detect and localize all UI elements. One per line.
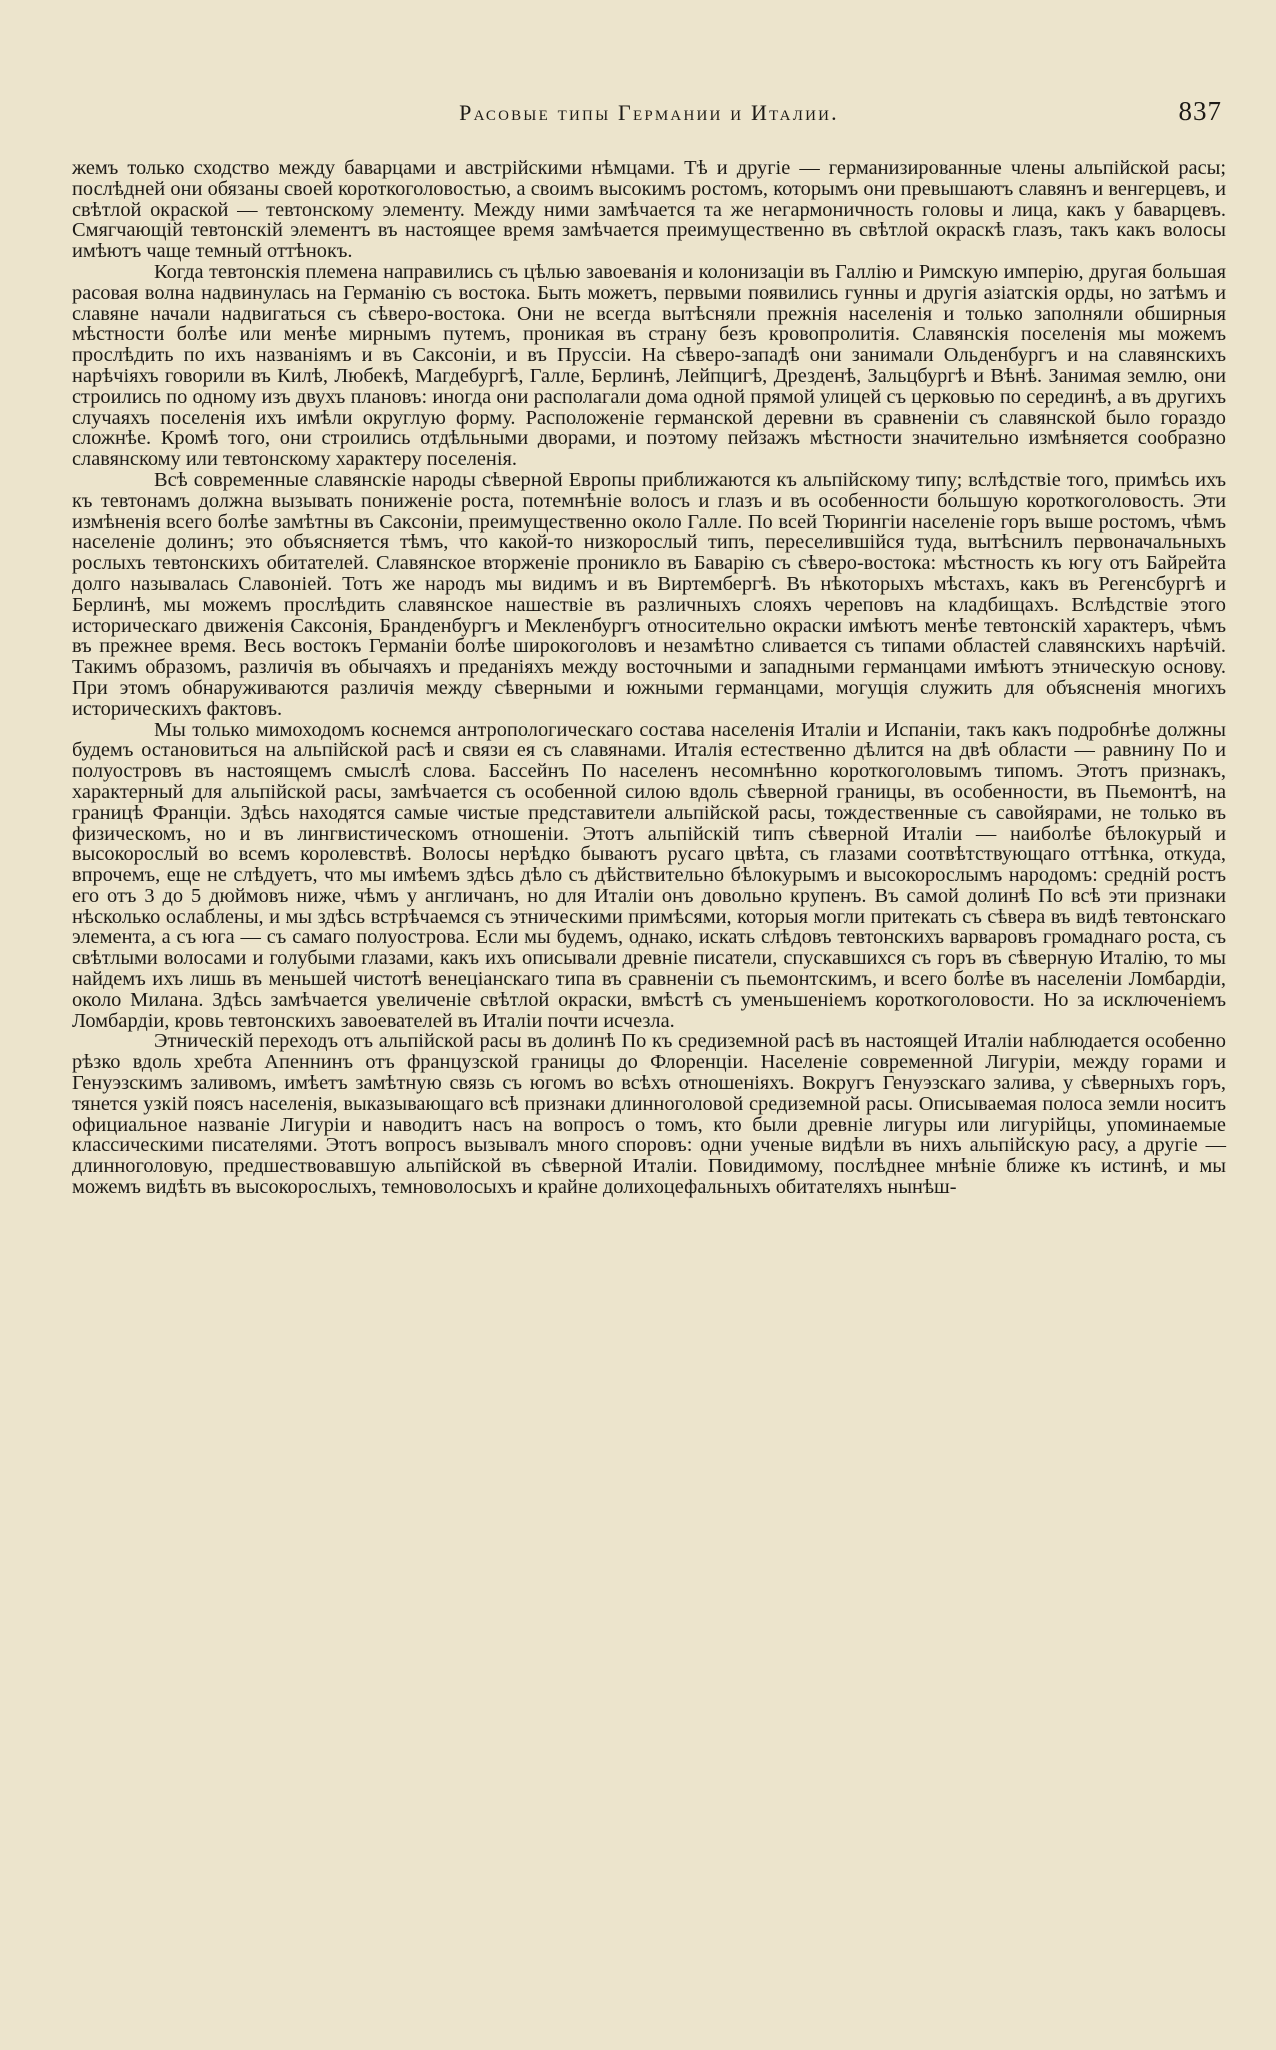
running-title: Расовые типы Германии и Италии. bbox=[459, 100, 839, 125]
paragraph: Мы только мимоходомъ коснемся антропологическаго состава населенія Италіи и Испаніи, такъ какъ подробнѣе должны будемъ остановиться на альпійской расѣ и связи ея съ славянами. Италія естественно дѣлится на двѣ области — равнину По и полуостровъ въ настоящемъ смыслѣ слова. Бассейнъ По населенъ несомнѣнно короткоголовымъ типомъ. Этотъ признакъ, характерный для альпійской расы, замѣчается съ особенной силою вдоль сѣверной границы, въ особенности, въ Пьемонтѣ, на границѣ Франціи. Здѣсь находятся самые чистые представители альпійской расы, тождественные съ савойярами, не только въ физическомъ, но и въ лингвистическомъ отношеніи. Этотъ альпійскій типъ сѣверной Италіи — наиболѣе бѣлокурый и высокорослый во всемъ королевствѣ. Волосы нерѣдко бываютъ русаго цвѣта, съ глазами соотвѣтствующаго оттѣнка, откуда, впрочемъ, еще не слѣдуетъ, что мы имѣемъ здѣсь дѣло съ дѣйствительно бѣлокурымъ и высокорослымъ народомъ: средній ростъ его отъ 3 до 5 дюймовъ ниже, чѣмъ у англичанъ, но для Италіи онъ довольно крупенъ. Въ самой долинѣ По всѣ эти признаки нѣсколько ослаблены, и мы здѣсь встрѣчаемся съ этническими примѣсями, которыя могли притекать съ сѣвера въ видѣ тевтонскаго элемента, а съ юга — съ самаго полуострова. Если мы будемъ, однако, искать слѣдовъ тевтонскихъ варваровъ громаднаго роста, съ свѣтлыми волосами и голубыми глазами, какъ ихъ описывали древніе писатели, спускавшихся съ горъ въ сѣверную Италію, то мы найдемъ ихъ лишь въ меньшей чистотѣ венеціанскаго типа въ сравненіи съ пьемонтскимъ, и всего болѣе въ населеніи Ломбардіи, около Милана. Здѣсь замѣчается увеличеніе свѣтлой окраски, вмѣстѣ съ уменьшеніемъ короткоголовости. Но за исключеніемъ Ломбардіи, кровь тевтонскихъ завоевателей въ Италіи почти исчезла. bbox=[72, 718, 1226, 1032]
paragraph-continued: жемъ только сходство между баварцами и австрійскими нѣмцами. Тѣ и другіе — германизированные члены альпійской расы; послѣдней они обязаны своей короткоголовостью, а своимъ высокимъ ростомъ, которымъ они превышаютъ славянъ и венгерцевъ, и свѣтлой окраской — тевтонскому элементу. Между ними замѣчается та же негармоничность головы и лица, какъ у баварцевъ. Смягчающій тевтонскій элементъ въ настоящее время замѣчается преимущественно въ свѣтлой окраскѣ глазъ, такъ какъ волосы имѣютъ чаще темный оттѣнокъ. bbox=[72, 157, 1226, 263]
paragraph: Когда тевтонскія племена направились съ цѣлью завоеванія и колонизаціи въ Галлію и Римскую имперію, другая большая расовая волна надвинулась на Германію съ востока. Быть можетъ, первыми появились гунны и другія азіатскія орды, но затѣмъ и славяне начали надвигаться съ сѣверо-востока. Они не всегда вытѣсняли прежнія населенія и только заполняли обширныя мѣстности болѣе или менѣе мирнымъ путемъ, проникая въ страну безъ кровопролитія. Славянскія поселенія мы можемъ прослѣдить по ихъ названіямъ и въ Саксоніи, и въ Пруссіи. На сѣверо-западѣ они занимали Ольденбургъ и на славянскихъ нарѣчіяхъ говорили въ Килѣ, Любекѣ, Магдебургѣ, Галле, Берлинѣ, Лейпцигѣ, Дрезденѣ, Зальцбургѣ и Вѣнѣ. Занимая землю, они строились по одному изъ двухъ плановъ: иногда они располагали дома одной прямой улицей съ церковью по серединѣ, а въ другихъ случаяхъ поселенія ихъ имѣли округлую форму. Расположеніе германской деревни въ сравненіи съ славянской было гораздо сложнѣе. Кромѣ того, они строились отдѣльными дворами, и поэтому пейзажъ мѣстности значительно измѣняется сообразно славянскому или тевтонскому характеру поселенія. bbox=[72, 260, 1226, 471]
paragraph: Всѣ современные славянскіе народы сѣверной Европы приближаются къ альпійскому типу; вслѣдствіе того, примѣсь ихъ къ тевтонамъ должна вызывать пониженіе роста, потемнѣніе волосъ и глазъ и въ особенности бо́льшую короткоголовость. Эти измѣненія всего болѣе замѣтны въ Саксоніи, преимущественно около Галле. По всей Тюрингіи населеніе горъ выше ростомъ, чѣмъ населеніе долинъ; это объясняется тѣмъ, что какой-то низкорослый типъ, переселившійся туда, вытѣснилъ первоначальныхъ рослыхъ тевтонскихъ обитателей. Славянское вторженіе проникло въ Баварію съ сѣверо-востока: мѣстность къ югу отъ Байрейта долго называлась Славоніей. Тотъ же народъ мы видимъ и въ Виртембергѣ. Въ нѣкоторыхъ мѣстахъ, какъ въ Регенсбургѣ и Берлинѣ, мы можемъ прослѣдить славянское нашествіе въ различныхъ слояхъ череповъ на кладбищахъ. Вслѣдствіе этого историческаго движенія Саксонія, Бранденбургъ и Мекленбургъ относительно окраски имѣютъ менѣе тевтонскій характеръ, чѣмъ въ прежнее время. Весь востокъ Германіи болѣе широкоголовъ и незамѣтно сливается съ типами областей славянскихъ нарѣчій. Такимъ образомъ, различія въ обычаяхъ и преданіяхъ между восточными и западными германцами имѣютъ этническую основу. При этомъ обнаруживаются различія между сѣверными и южными германцами, могущія служить для объясненія многихъ историческихъ фактовъ. bbox=[72, 468, 1226, 720]
running-head bbox=[72, 96, 1226, 132]
body-text bbox=[72, 158, 1226, 1198]
page-number: 837 bbox=[1178, 96, 1222, 126]
paragraph: Этническій переходъ отъ альпійской расы въ долинѣ По къ средиземной расѣ въ настоящей Италіи наблюдается особенно рѣзко вдоль хребта Апеннинъ отъ французской границы до Флоренціи. Населеніе современной Лигуріи, между горами и Генуэзскимъ заливомъ, имѣетъ замѣтную связь съ югомъ во всѣхъ отношеніяхъ. Вокругъ Генуэзскаго залива, у сѣверныхъ горъ, тянется узкій поясъ населенія, выказывающаго всѣ признаки длинноголовой средиземной расы. Описываемая полоса земли носитъ официальное названіе Лигуріи и наводитъ насъ на вопросъ о томъ, кто были древніе лигуры или лигурійцы, упоминаемые классическими писателями. Этотъ вопросъ вызывалъ много споровъ: одни ученые видѣли въ нихъ альпійскую расу, а другіе — длинноголовую, предшествовавшую альпійской въ сѣверной Италіи. Повидимому, послѣднее мнѣніе ближе къ истинѣ, и мы можемъ видѣть въ высокорослыхъ, темноволосыхъ и крайне долихоцефальныхъ обитателяхъ нынѣш- bbox=[72, 1030, 1226, 1199]
